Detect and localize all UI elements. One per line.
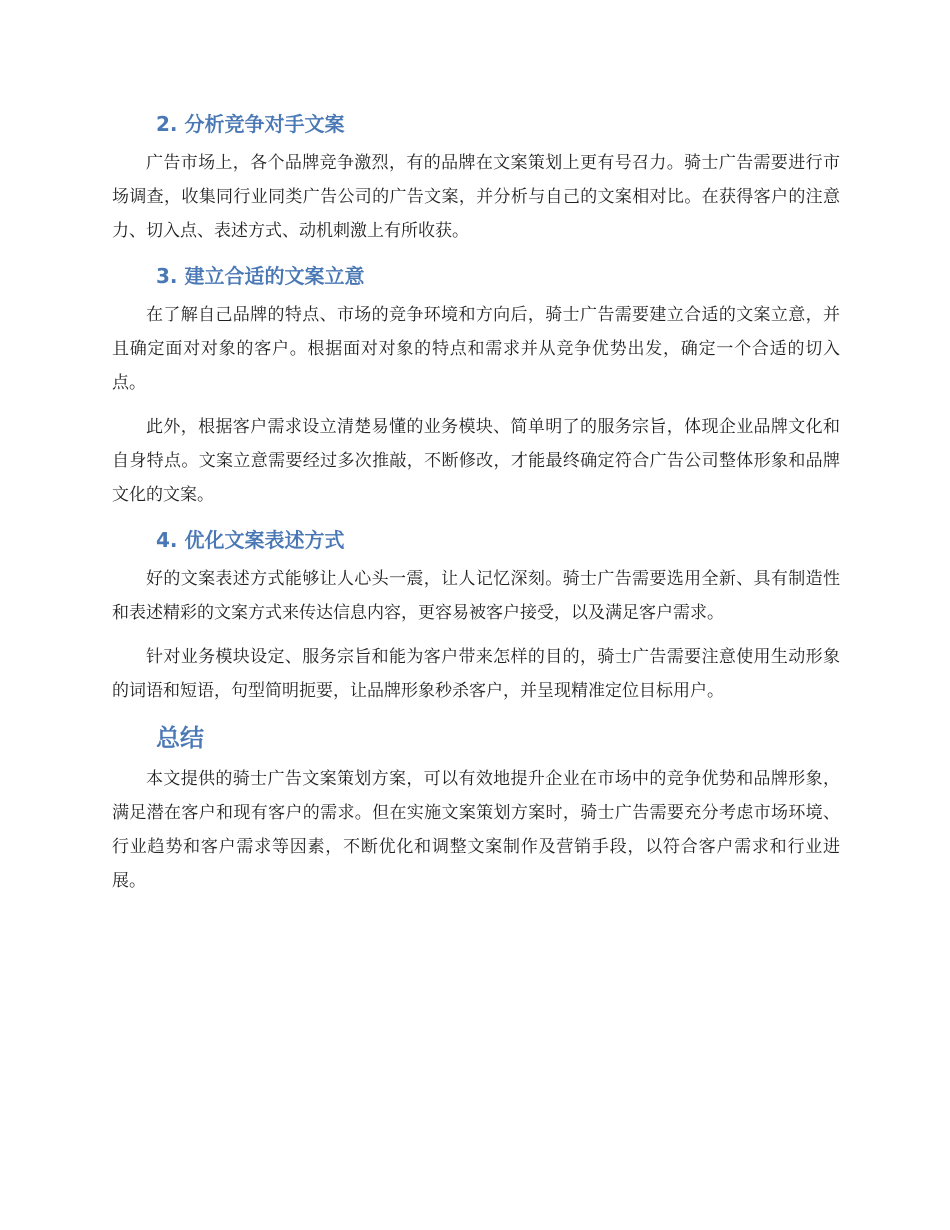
document-page	[112, 108, 840, 898]
section-heading-copy-concept: 3. 建立合适的文案立意	[156, 264, 365, 288]
paragraph: 本文提供的骑士广告文案策划方案，可以有效地提升企业在市场中的竞争优势和品牌形象，满足潜在客户和现有客户的需求。但在实施文案策划方案时，骑士广告需要充分考虑市场环境、行业趋势和客户需求等因素，不断优化和调整文案制作及营销手段，以符合客户需求和行业进展。	[112, 769, 840, 891]
paragraph: 在了解自己品牌的特点、市场的竞争环境和方向后，骑士广告需要建立合适的文案立意，并且确定面对对象的客户。根据面对对象的特点和需求并从竞争优势出发，确定一个合适的切入点。	[112, 305, 840, 393]
paragraph: 针对业务模块设定、服务宗旨和能为客户带来怎样的目的，骑士广告需要注意使用生动形象的词语和短语，句型简明扼要，让品牌形象秒杀客户，并呈现精准定位目标用户。	[112, 647, 840, 701]
section-heading-optimize-expression: 4. 优化文案表述方式	[156, 528, 345, 552]
paragraph: 此外，根据客户需求设立清楚易懂的业务模块、简单明了的服务宗旨，体现企业品牌文化和自身特点。文案立意需要经过多次推敲，不断修改，才能最终确定符合广告公司整体形象和品牌文化的文案。	[112, 417, 840, 505]
paragraph: 好的文案表述方式能够让人心头一震，让人记忆深刻。骑士广告需要选用全新、具有制造性和表述精彩的文案方式来传达信息内容，更容易被客户接受，以及满足客户需求。	[112, 569, 840, 623]
paragraph: 广告市场上，各个品牌竞争激烈，有的品牌在文案策划上更有号召力。骑士广告需要进行市场调查，收集同行业同类广告公司的广告文案，并分析与自己的文案相对比。在获得客户的注意力、切入点、表述方式、动机刺激上有所收获。	[112, 153, 840, 241]
section-heading-summary: 总结	[156, 724, 204, 752]
section-heading-competitor-analysis: 2. 分析竞争对手文案	[156, 112, 345, 136]
